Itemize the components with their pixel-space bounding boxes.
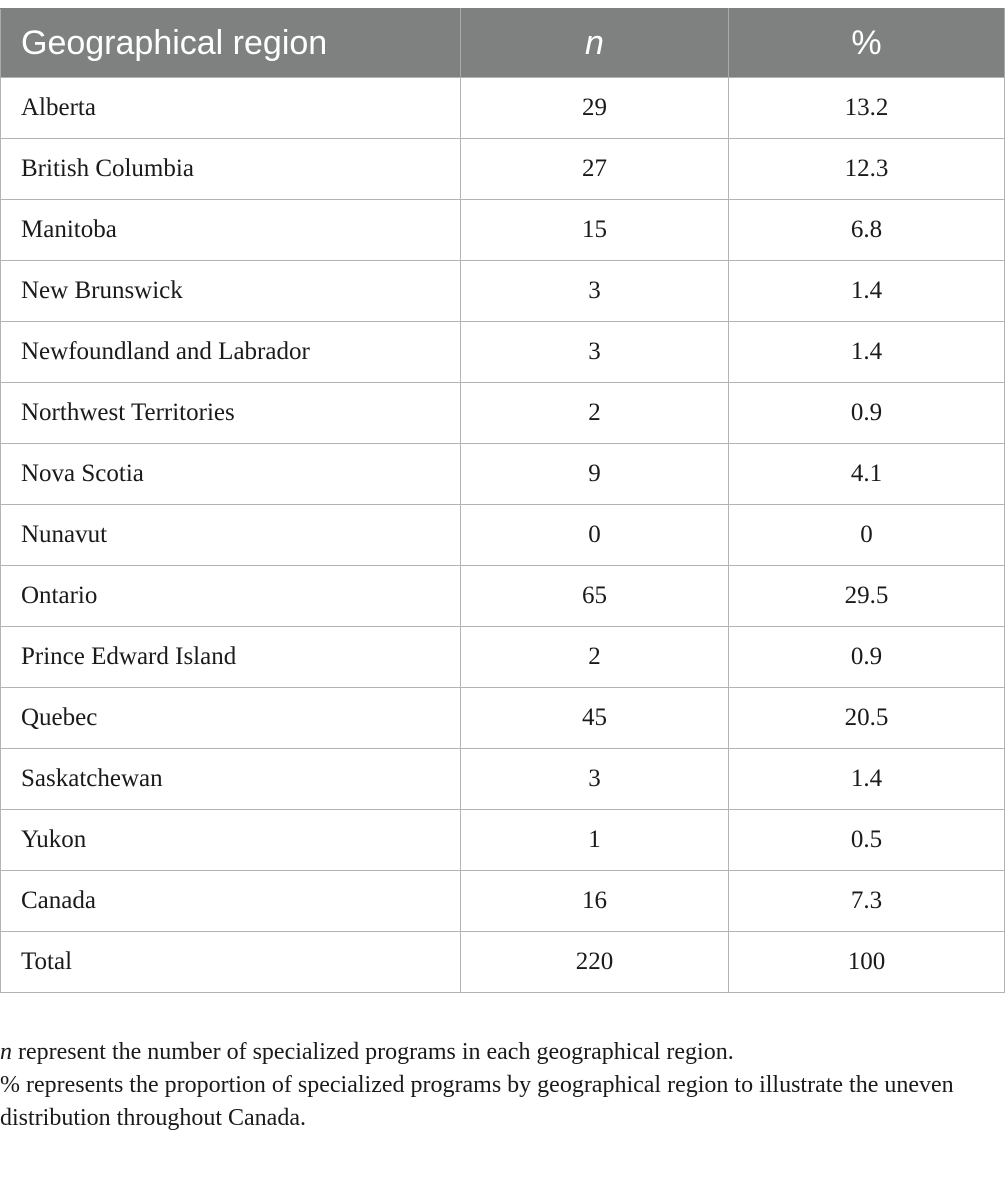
cell-n: 65 [461, 566, 729, 627]
header-row [1, 9, 1005, 78]
footnote-n [0, 1036, 1004, 1069]
cell-n: 16 [461, 871, 729, 932]
cell-region: New Brunswick [1, 261, 461, 322]
table-row [1, 78, 1005, 139]
cell-percent: 1.4 [729, 749, 1005, 810]
cell-percent: 6.8 [729, 200, 1005, 261]
cell-n: 1 [461, 810, 729, 871]
cell-region: Nunavut [1, 505, 461, 566]
cell-percent: 0.5 [729, 810, 1005, 871]
cell-n: 45 [461, 688, 729, 749]
table-row [1, 383, 1005, 444]
cell-n: 0 [461, 505, 729, 566]
table-row [1, 444, 1005, 505]
cell-region: Newfoundland and Labrador [1, 322, 461, 383]
footnote-n-symbol: n [0, 1039, 12, 1065]
cell-n: 3 [461, 261, 729, 322]
cell-percent: 0 [729, 505, 1005, 566]
table-row [1, 810, 1005, 871]
cell-percent: 0.9 [729, 627, 1005, 688]
table-row [1, 749, 1005, 810]
cell-region: Northwest Territories [1, 383, 461, 444]
table-row [1, 322, 1005, 383]
header-percent: % [729, 9, 1005, 78]
cell-n: 29 [461, 78, 729, 139]
cell-percent: 12.3 [729, 139, 1005, 200]
table-body [1, 78, 1005, 993]
table-row [1, 688, 1005, 749]
cell-percent: 100 [729, 932, 1005, 993]
cell-region: Saskatchewan [1, 749, 461, 810]
cell-region: Canada [1, 871, 461, 932]
table-row [1, 871, 1005, 932]
table-row [1, 200, 1005, 261]
cell-region: Nova Scotia [1, 444, 461, 505]
cell-region: Prince Edward Island [1, 627, 461, 688]
cell-percent: 1.4 [729, 322, 1005, 383]
cell-n: 220 [461, 932, 729, 993]
table-footnotes [0, 1036, 1004, 1135]
cell-region: British Columbia [1, 139, 461, 200]
cell-region: Yukon [1, 810, 461, 871]
cell-region: Total [1, 932, 461, 993]
cell-percent: 7.3 [729, 871, 1005, 932]
cell-n: 2 [461, 627, 729, 688]
table-row [1, 627, 1005, 688]
cell-region: Quebec [1, 688, 461, 749]
header-region: Geographical region [1, 9, 461, 78]
cell-n: 27 [461, 139, 729, 200]
cell-region: Manitoba [1, 200, 461, 261]
table-row [1, 261, 1005, 322]
cell-region: Alberta [1, 78, 461, 139]
table-header [1, 9, 1005, 78]
cell-n: 3 [461, 322, 729, 383]
cell-n: 3 [461, 749, 729, 810]
data-table-container [0, 8, 1004, 993]
table-row [1, 566, 1005, 627]
table-row [1, 505, 1005, 566]
cell-percent: 20.5 [729, 688, 1005, 749]
cell-percent: 13.2 [729, 78, 1005, 139]
header-n: n [461, 9, 729, 78]
footnote-n-text: represent the number of specialized programs in each geographical region. [12, 1039, 734, 1065]
cell-n: 9 [461, 444, 729, 505]
footnote-percent: % represents the proportion of specialized programs by geographical region to illustrate the uneven distribution throughout Canada. [0, 1072, 954, 1131]
table-row-total [1, 932, 1005, 993]
cell-percent: 0.9 [729, 383, 1005, 444]
cell-n: 2 [461, 383, 729, 444]
cell-region: Ontario [1, 566, 461, 627]
cell-percent: 4.1 [729, 444, 1005, 505]
cell-n: 15 [461, 200, 729, 261]
cell-percent: 1.4 [729, 261, 1005, 322]
region-programs-table [0, 8, 1005, 993]
cell-percent: 29.5 [729, 566, 1005, 627]
table-row [1, 139, 1005, 200]
